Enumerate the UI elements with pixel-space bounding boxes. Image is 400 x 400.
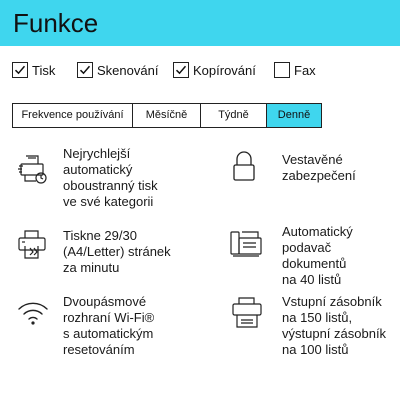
checkbox-box[interactable] (173, 62, 189, 78)
feature-text: Vestavěné zabezpečení (282, 152, 356, 183)
feature-text: Automatický podavač dokumentů na 40 listů (282, 224, 353, 287)
option-weekly[interactable]: Týdně (201, 104, 267, 127)
wifi-icon (16, 298, 50, 328)
checkbox-scan[interactable] (77, 61, 158, 79)
checkbox-box[interactable] (12, 62, 28, 78)
page-title: Funkce (13, 8, 99, 38)
checkbox-fax[interactable] (274, 61, 316, 79)
header-bar (0, 0, 400, 46)
checkbox-print[interactable] (12, 61, 55, 79)
checkbox-box[interactable] (77, 62, 93, 78)
checkmark-icon (175, 64, 187, 76)
print-speed-printer-icon (16, 228, 50, 262)
usage-frequency-selector (12, 103, 322, 128)
frequency-label: Frekvence používání (13, 104, 133, 127)
feature-security (200, 146, 400, 186)
feature-wifi (0, 294, 200, 364)
checkmark-icon (14, 64, 26, 76)
checkmark-icon (79, 64, 91, 76)
checkbox-label: Tisk (32, 62, 56, 78)
checkbox-box[interactable] (274, 62, 290, 78)
fast-duplex-printer-icon (16, 152, 50, 186)
option-monthly[interactable]: Měsíčně (133, 104, 201, 127)
checkbox-copy[interactable] (173, 61, 256, 79)
feature-duplex-printing (0, 146, 200, 216)
checkbox-label: Skenování (97, 62, 159, 78)
feature-text: Tiskne 29/30 (A4/Letter) stránek za minutu (63, 228, 171, 275)
option-daily[interactable]: Denně (267, 104, 321, 127)
document-feeder-icon (228, 226, 264, 262)
paper-tray-icon (230, 296, 264, 332)
feature-paper-tray (200, 294, 400, 364)
feature-text: Vstupní zásobník na 150 listů, výstupní zásobník na 100 listů (282, 294, 387, 357)
feature-text: Dvoupásmové rozhraní Wi-Fi® s automatickým resetováním (63, 294, 155, 357)
checkbox-label: Fax (294, 62, 316, 78)
feature-print-speed (0, 224, 200, 284)
feature-document-feeder (200, 224, 400, 294)
padlock-icon (230, 150, 258, 184)
feature-text: Nejrychlejší automatický oboustranný tisk ve své kategorii (63, 146, 158, 209)
checkbox-label: Kopírování (193, 62, 256, 78)
function-checkboxes (12, 61, 392, 79)
